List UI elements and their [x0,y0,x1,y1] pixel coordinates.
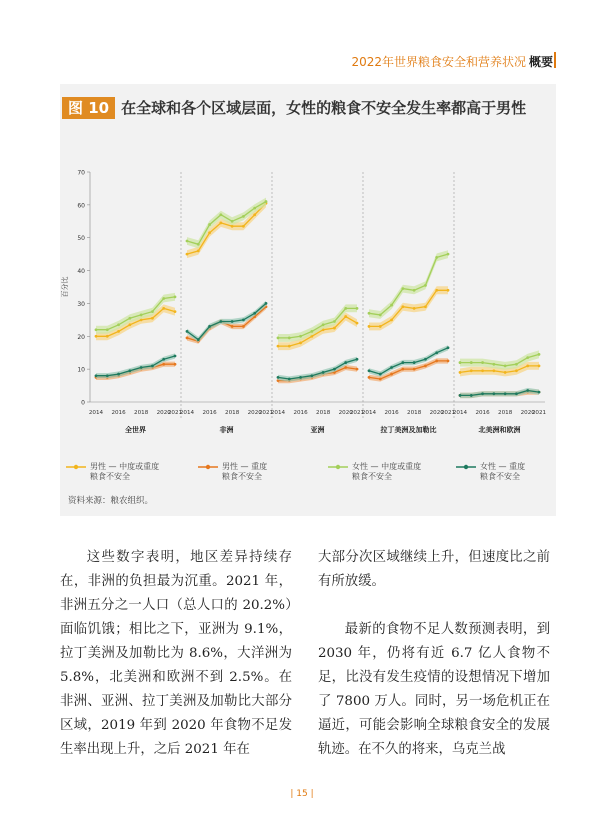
legend-item [222,462,267,482]
data-point [162,358,165,361]
data-point [492,392,495,395]
data-point [368,369,371,372]
x-tick-label: 2021 [440,410,456,416]
data-point [299,335,302,338]
data-point [231,320,234,323]
legend-label-line1: 女性 — 中度或重度 [352,462,422,471]
data-point [208,325,211,328]
data-point [95,335,98,338]
body-column-right [318,546,550,762]
x-tick-label: 2018 [316,410,331,416]
data-point [504,371,507,374]
y-tick-label: 10 [77,366,85,374]
figure-source: 资料来源：粮农组织。 [68,496,154,506]
y-tick-label: 40 [77,268,85,276]
y-tick-label: 70 [77,169,85,177]
data-point [356,322,359,325]
legend-label-line2: 粮食不安全 [222,472,262,481]
data-point [401,361,404,364]
x-tick-label: 2018 [134,410,149,416]
data-point [151,317,154,320]
data-point [197,249,200,252]
data-point [492,363,495,366]
x-tick-label: 2018 [498,410,513,416]
legend-label-line1: 女性 — 重度 [480,462,526,471]
data-point [492,369,495,372]
data-point [208,223,211,226]
legend-label-line2: 粮食不安全 [480,472,520,481]
data-point [447,289,450,292]
data-point [401,368,404,371]
data-point [401,287,404,290]
data-point [504,364,507,367]
data-point [379,378,382,381]
x-tick-label: 2014 [361,410,377,416]
data-point [288,345,291,348]
data-point [231,220,234,223]
data-point [459,394,462,397]
data-point [515,369,518,372]
x-tick-label: 2016 [293,410,308,416]
body-paragraph: 大部分次区域继续上升，但速度比之前有所放缓。 [318,550,550,589]
data-point [526,356,529,359]
data-point [310,330,313,333]
data-point [242,215,245,218]
figure-number-badge: 图 10 [62,97,115,119]
y-tick-label: 0 [81,399,85,407]
data-point [481,361,484,364]
legend-item [352,462,421,482]
data-point [162,363,165,366]
data-point [128,369,131,372]
data-point [310,374,313,377]
data-point [435,351,438,354]
data-point [299,341,302,344]
data-point [435,256,438,259]
data-point [459,361,462,364]
y-tick-label: 30 [77,300,85,308]
data-point [526,389,529,392]
x-tick-label: 2014 [88,410,104,416]
legend-label-line1: 男性 — 中度或重度 [90,462,160,471]
data-point [219,320,222,323]
x-tick-label: 2021 [349,410,365,416]
data-point [186,253,189,256]
data-point [253,213,256,216]
body-column-left [60,546,292,762]
data-point [368,312,371,315]
legend-swatch [456,463,476,471]
legend-swatch [198,463,218,471]
data-point [470,361,473,364]
x-tick-label: 2021 [167,410,183,416]
data-point [151,364,154,367]
body-paragraph: 这些数字表明，地区差异持续存在，非洲的负担最为沉重。2021 年，非洲五分之一人口（总人口的 20.2%）面临饥饿；相比之下，亚洲为 9.1%，拉丁美洲及加勒比为 8.6%，大洋洲为 5.8%，北美洲和欧洲不到 2.5%。在非洲、亚洲、拉丁美洲及加勒比大部分区域，2019 年到 2020 年食物不足发生率出现上升，之后 2021 年在 [60,550,292,757]
data-point [174,355,177,358]
data-point [368,325,371,328]
panel-label: 全世界 [125,426,146,434]
data-point [481,369,484,372]
data-point [538,391,541,394]
data-point [333,327,336,330]
x-tick-label: 2016 [111,410,126,416]
data-point [186,337,189,340]
legend-item [90,462,159,482]
x-tick-label: 2020 [247,410,262,416]
data-point [424,305,427,308]
legend-swatch [328,463,348,471]
data-point [117,330,120,333]
x-tick-label: 2018 [225,410,240,416]
data-point [424,358,427,361]
data-point [356,358,359,361]
legend-label-line2: 粮食不安全 [90,472,130,481]
x-tick-label: 2021 [258,410,274,416]
x-tick-label: 2020 [156,410,171,416]
page-number: | 15 | [290,789,314,799]
data-point [379,314,382,317]
food-insecurity-chart [60,160,556,460]
y-tick-label: 50 [77,235,85,243]
y-axis-label: 百分比 [61,276,69,298]
data-point [481,392,484,395]
data-point [538,353,541,356]
data-point [95,374,98,377]
data-point [197,243,200,246]
data-point [424,364,427,367]
data-point [174,363,177,366]
data-point [390,373,393,376]
data-point [242,225,245,228]
data-point [390,318,393,321]
data-point [379,325,382,328]
data-point [390,304,393,307]
data-point [447,346,450,349]
data-point [128,323,131,326]
data-point [515,392,518,395]
header-section: 概要 [528,55,553,69]
data-point [140,366,143,369]
data-point [459,371,462,374]
data-point [174,295,177,298]
data-point [106,328,109,331]
data-point [379,373,382,376]
data-point [526,364,529,367]
legend-label-line1: 男性 — 重度 [222,462,268,471]
x-tick-label: 2016 [202,410,217,416]
x-tick-label: 2021 [531,410,547,416]
panel-label: 拉丁美洲及加勒比 [380,426,437,434]
data-point [504,392,507,395]
data-point [151,310,154,313]
running-header [351,53,553,70]
data-point [128,317,131,320]
x-tick-label: 2020 [520,410,535,416]
data-point [288,378,291,381]
data-point [413,289,416,292]
x-tick-label: 2016 [475,410,490,416]
body-paragraph: 最新的食物不足人数预测表明，到 2030 年，仍将有近 6.7 亿人食物不足，比没有发生疫情的设想情况下增加了 7800 万人。同时，另一场危机正在逼近，可能会影响全球粮食安全的发展轨迹。在不久的将来，乌克兰战 [318,622,550,757]
data-point [186,330,189,333]
data-point [344,307,347,310]
data-point [470,394,473,397]
data-point [435,289,438,292]
data-point [368,376,371,379]
figure-title-text: 在全球和各个区域层面，女性的粮食不安全发生率都高于男性 [121,99,527,117]
data-point [265,302,268,305]
data-point [117,373,120,376]
data-point [162,307,165,310]
data-point [344,361,347,364]
data-point [288,337,291,340]
data-point [219,213,222,216]
data-point [299,376,302,379]
data-point [231,225,234,228]
y-tick-label: 20 [77,333,85,341]
data-point [447,360,450,363]
data-point [253,207,256,210]
data-point [174,310,177,313]
data-point [106,335,109,338]
data-point [344,366,347,369]
data-point [231,325,234,328]
data-point [401,305,404,308]
x-tick-label: 2018 [407,410,422,416]
data-point [515,363,518,366]
data-point [95,328,98,331]
data-point [186,240,189,243]
panel-label: 亚洲 [310,426,325,434]
data-point [424,284,427,287]
data-point [162,297,165,300]
y-tick-label: 60 [77,202,85,210]
panel-label: 北美洲和欧洲 [478,426,521,434]
x-tick-label: 2014 [179,410,195,416]
data-point [140,314,143,317]
data-point [470,369,473,372]
data-point [277,345,280,348]
panel-label: 非洲 [219,426,234,434]
legend-label-line2: 粮食不安全 [352,472,392,481]
data-point [413,361,416,364]
data-point [356,307,359,310]
x-tick-label: 2020 [429,410,444,416]
data-point [253,312,256,315]
data-point [356,368,359,371]
legend-item [480,462,525,482]
data-point [344,315,347,318]
data-point [242,318,245,321]
data-point [447,253,450,256]
data-point [277,337,280,340]
data-point [413,307,416,310]
x-tick-label: 2014 [270,410,286,416]
data-point [435,360,438,363]
x-tick-label: 2016 [384,410,399,416]
data-point [117,323,120,326]
series-line [187,303,266,339]
data-point [197,338,200,341]
data-point [265,200,268,203]
data-point [208,231,211,234]
header-title: 2022年世界粮食安全和营养状况 [351,55,526,69]
data-point [322,371,325,374]
figure-title [62,97,542,119]
data-point [538,364,541,367]
data-point [333,320,336,323]
data-point [322,323,325,326]
x-tick-label: 2014 [452,410,468,416]
data-point [413,368,416,371]
legend-swatch [66,463,86,471]
data-point [219,222,222,225]
data-point [242,325,245,328]
x-tick-label: 2020 [338,410,353,416]
header-accent-bar [554,52,556,68]
data-point [390,366,393,369]
data-point [333,368,336,371]
data-point [277,376,280,379]
data-point [106,374,109,377]
